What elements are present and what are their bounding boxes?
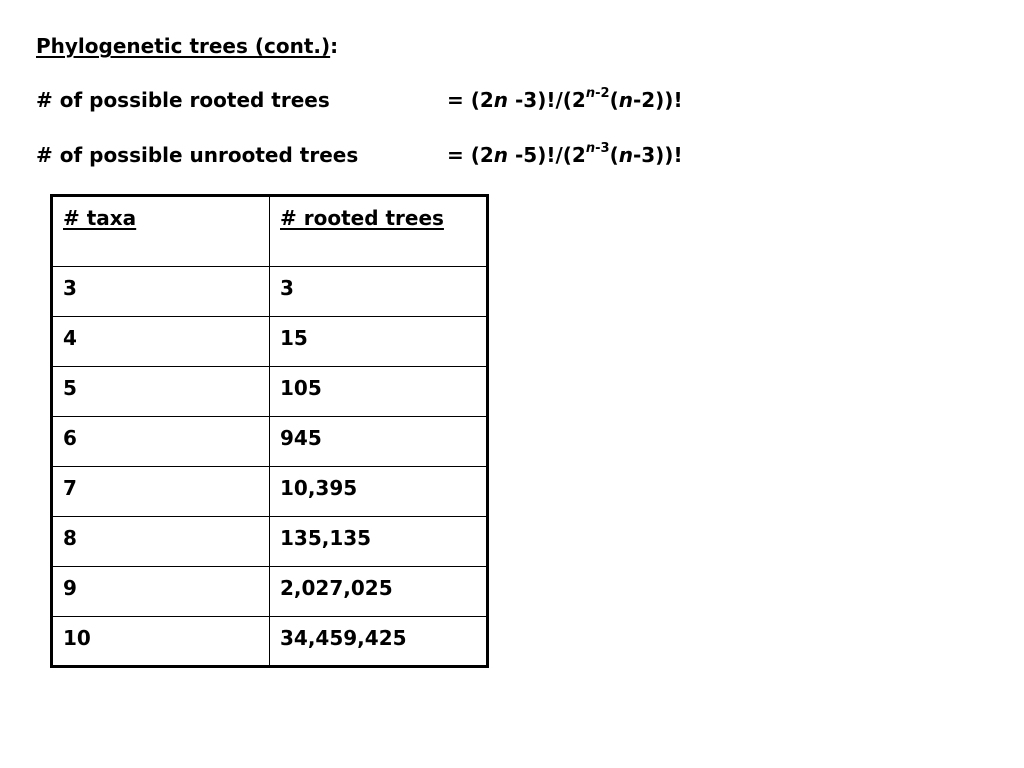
expr-variable: n [618,143,633,167]
rooted-trees-cell: 15 [270,317,488,367]
expr-part: = (2 [447,143,494,167]
taxa-cell: 4 [52,317,270,367]
taxa-cell: 8 [52,517,270,567]
expr-part: ( [609,143,619,167]
expr-variable: n [585,141,596,157]
slide-title [36,33,338,59]
expr-variable: n [585,86,596,102]
expr-variable: n [493,88,509,112]
expr-variable: n [493,143,509,167]
expr-part: -3)!/(2 [508,88,586,112]
header-rooted-trees-label: # rooted trees [280,206,444,230]
table-row [52,367,488,417]
expr-part: -2 [595,86,610,102]
table-header-row [52,196,488,267]
table-row [52,517,488,567]
slide-title-colon: : [330,34,339,58]
unrooted-trees-expression [447,142,683,168]
expr-variable: n [618,88,633,112]
rooted-trees-cell: 135,135 [270,517,488,567]
unrooted-trees-label: # of possible unrooted trees [36,143,359,167]
expr-part: -2))! [632,88,683,112]
rooted-trees-table-container [50,194,489,668]
taxa-cell: 5 [52,367,270,417]
table-row [52,617,488,667]
taxa-cell: 3 [52,267,270,317]
expr-exponent [586,141,610,156]
expr-exponent [586,86,610,101]
expr-part: -5)!/(2 [508,143,586,167]
expr-part: -3 [595,141,610,157]
rooted-trees-cell: 10,395 [270,467,488,517]
table-row [52,267,488,317]
expr-part: ( [609,88,619,112]
slide-title-text: Phylogenetic trees (cont.) [36,34,331,58]
expr-part: -3))! [632,143,683,167]
header-taxa [52,196,270,267]
table-row [52,417,488,467]
rooted-trees-cell: 34,459,425 [270,617,488,667]
rooted-trees-cell: 105 [270,367,488,417]
rooted-trees-expression [447,87,683,113]
rooted-trees-cell: 2,027,025 [270,567,488,617]
rooted-trees-table [50,194,489,668]
header-taxa-label: # taxa [63,206,137,230]
rooted-trees-cell: 945 [270,417,488,467]
table-row [52,467,488,517]
taxa-cell: 10 [52,617,270,667]
rooted-trees-label: # of possible rooted trees [36,88,330,112]
header-rooted-trees [270,196,488,267]
table-row [52,567,488,617]
table-row [52,317,488,367]
taxa-cell: 9 [52,567,270,617]
taxa-cell: 6 [52,417,270,467]
taxa-cell: 7 [52,467,270,517]
rooted-trees-cell: 3 [270,267,488,317]
expr-part: = (2 [447,88,494,112]
